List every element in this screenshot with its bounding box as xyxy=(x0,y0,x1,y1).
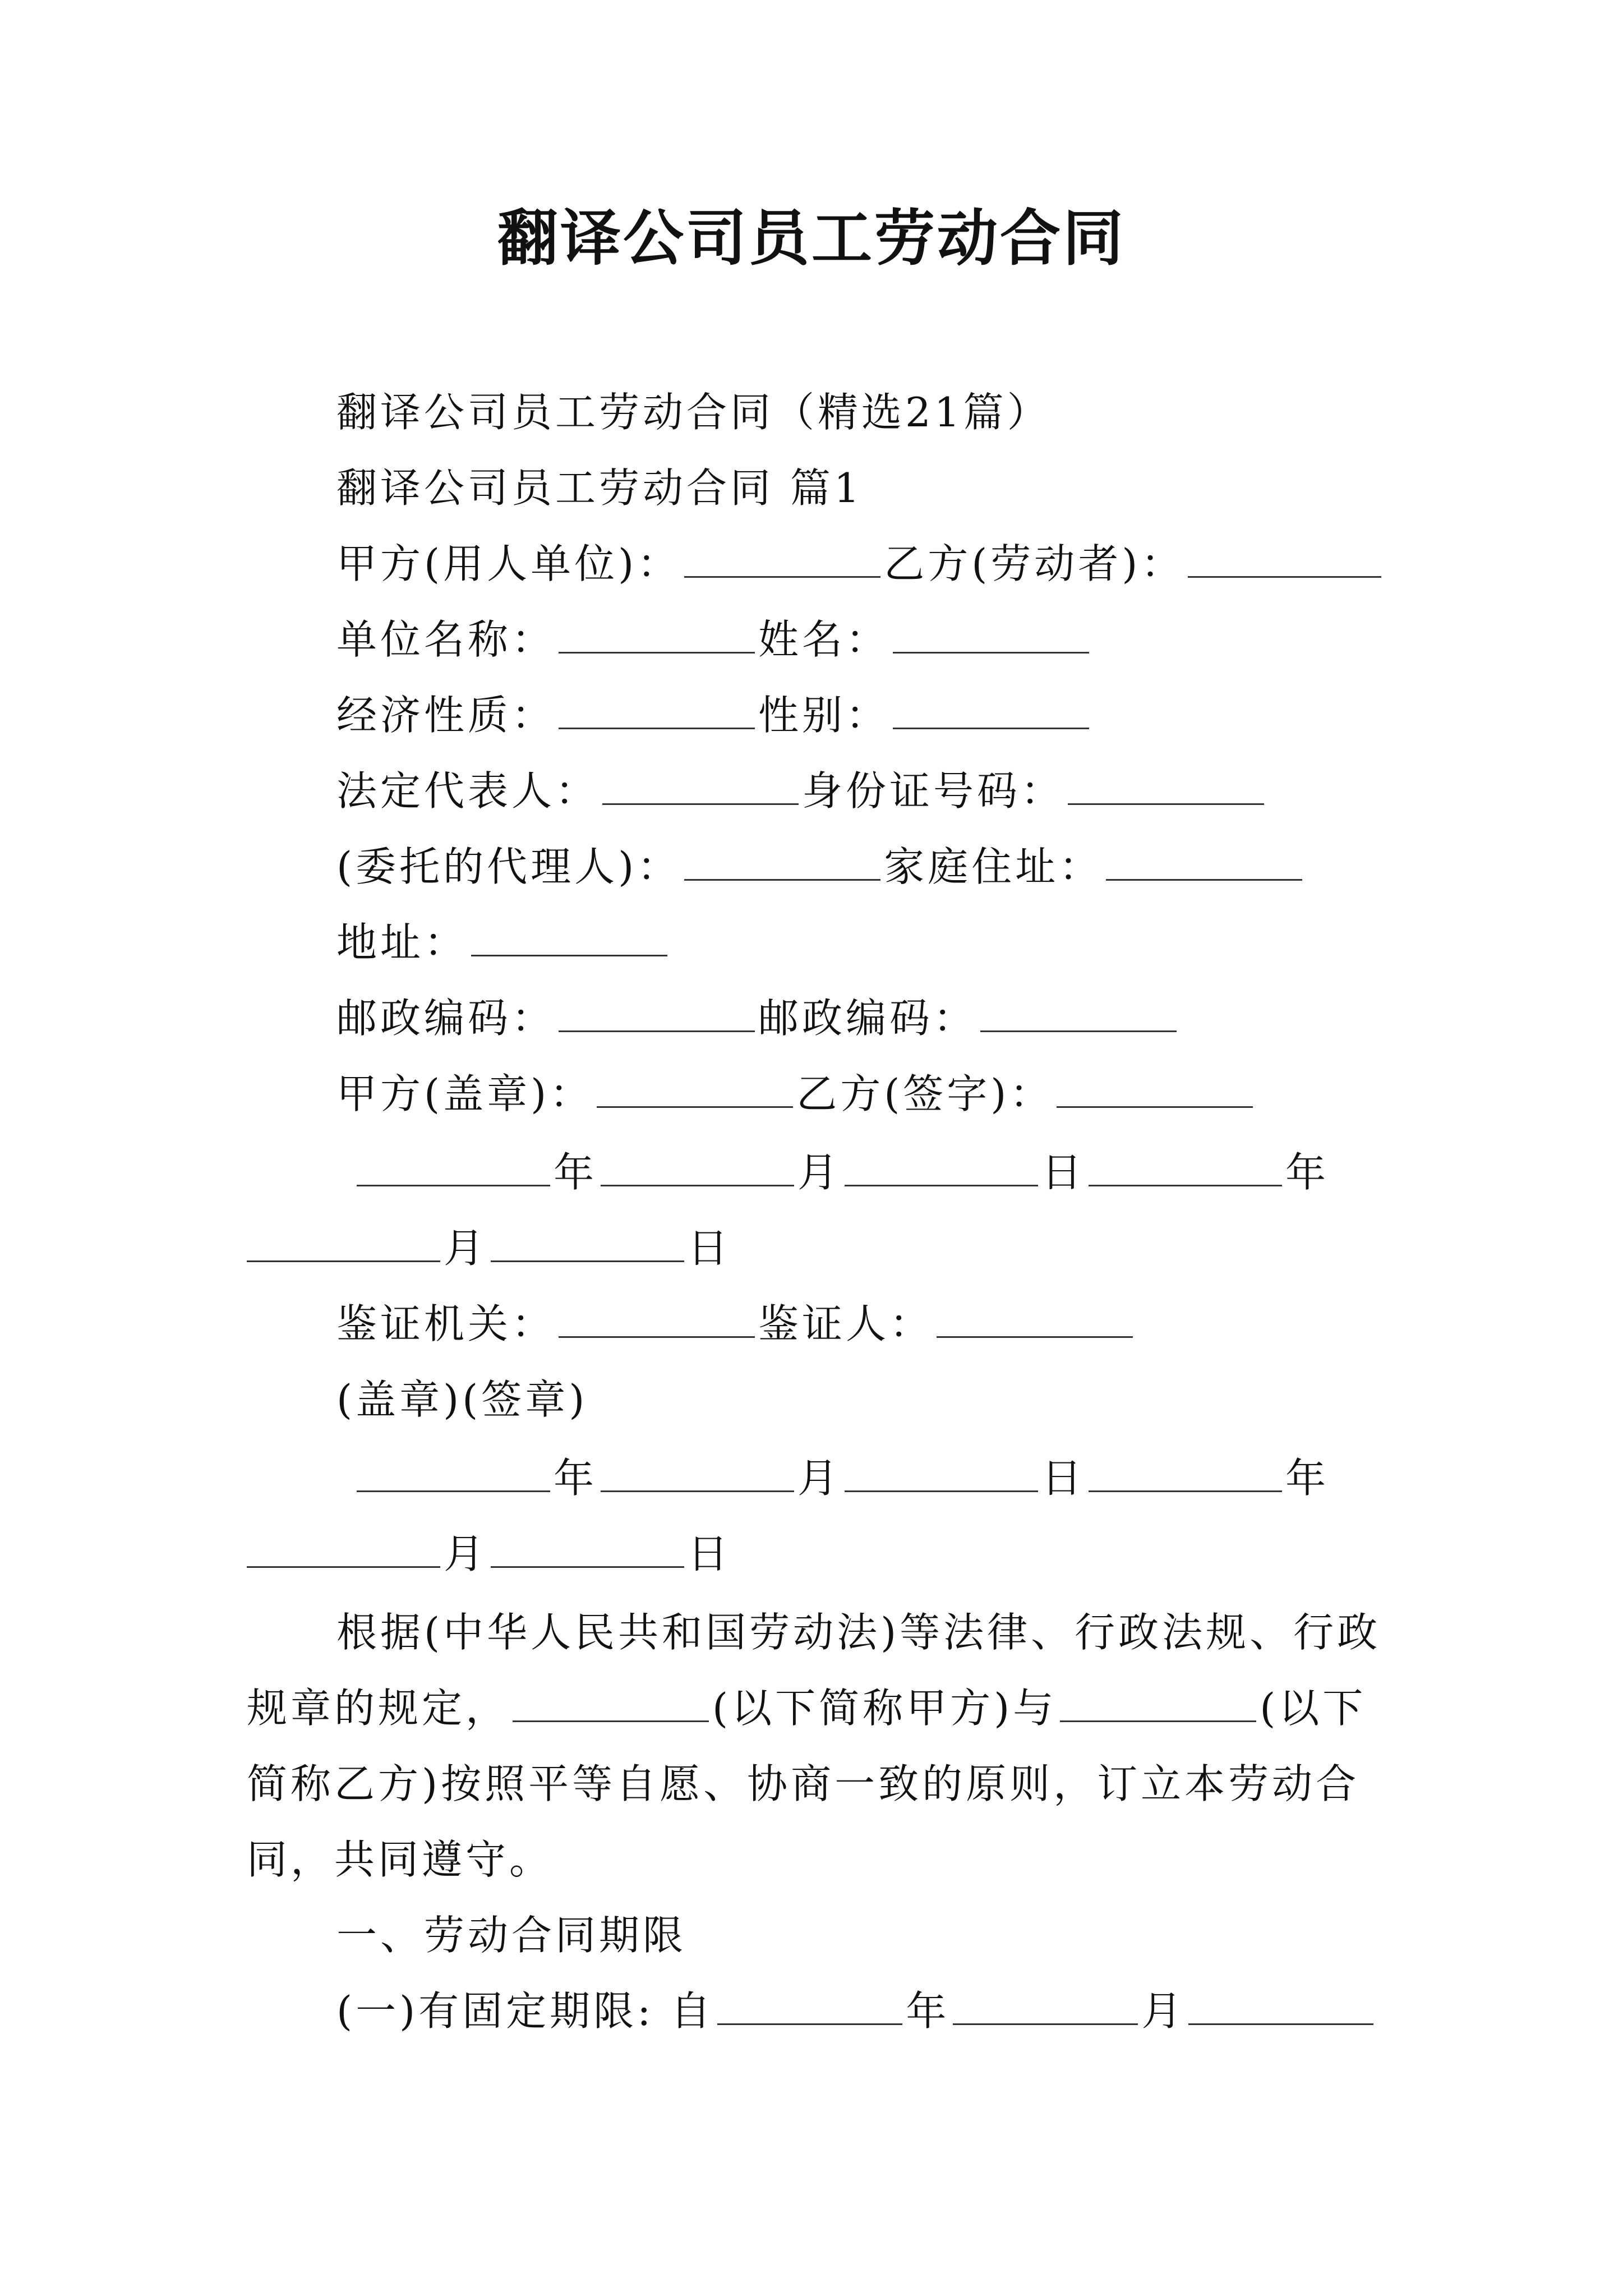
party-b-label: 乙方(劳动者)： xyxy=(884,540,1185,587)
day-blank-3[interactable] xyxy=(845,1490,1038,1492)
agent-blank[interactable] xyxy=(684,878,880,881)
economic-nature-row xyxy=(336,684,1092,746)
paragraph-line-2a: 规章的规定， xyxy=(247,1685,510,1732)
month-blank[interactable] xyxy=(601,1184,794,1186)
agent-label: (委托的代理人)： xyxy=(336,843,681,890)
paragraph-line-1: 根据(中华人民共和国劳动法)等法律、行政法规、行政 xyxy=(336,1609,1381,1656)
postcode-a-blank[interactable] xyxy=(559,1030,755,1032)
economic-nature-blank[interactable] xyxy=(559,727,755,729)
month-blank-2[interactable] xyxy=(247,1260,440,1262)
year-label-2: 年 xyxy=(1285,1149,1330,1196)
seal-sign-note: (盖章)(签章) xyxy=(336,1376,588,1423)
seal-sign-row xyxy=(336,1063,1256,1125)
home-address-blank[interactable] xyxy=(1106,878,1302,881)
party-a-name-blank[interactable] xyxy=(513,1720,709,1722)
month-blank-3[interactable] xyxy=(601,1490,794,1492)
year-blank-2[interactable] xyxy=(1089,1184,1282,1186)
day-label: 日 xyxy=(1041,1149,1086,1196)
id-number-blank[interactable] xyxy=(1068,803,1264,805)
month-label-2: 月 xyxy=(444,1225,488,1272)
notary-person-label: 鉴证人： xyxy=(758,1300,934,1347)
month-label-4: 月 xyxy=(444,1530,488,1577)
postcode-row xyxy=(336,987,1180,1049)
notary-org-blank[interactable] xyxy=(559,1336,755,1338)
party-a-label: 甲方(用人单位)： xyxy=(336,540,681,587)
date-row-2 xyxy=(353,1447,1329,1509)
term-month-label: 月 xyxy=(1141,1987,1186,2035)
date-row-2-cont xyxy=(247,1523,731,1585)
paragraph-line-2c: (以下 xyxy=(1260,1685,1367,1732)
paragraph-line-3: 简称乙方)按照平等自愿、协商一致的原则，订立本劳动合 xyxy=(247,1760,1360,1807)
legal-rep-label: 法定代表人： xyxy=(336,767,600,815)
notary-row xyxy=(336,1293,1136,1355)
fixed-term-row xyxy=(336,1980,1377,2042)
gender-label: 性别： xyxy=(758,692,890,739)
year-label: 年 xyxy=(554,1149,598,1196)
term-year-label: 年 xyxy=(906,1987,950,2035)
term-month-blank[interactable] xyxy=(953,2023,1138,2025)
address-row xyxy=(336,912,671,973)
party-b-blank[interactable] xyxy=(1188,576,1381,578)
notary-person-blank[interactable] xyxy=(937,1336,1133,1338)
unit-name-row xyxy=(336,609,1092,670)
date-row-1 xyxy=(353,1142,1329,1203)
party-b-name-blank[interactable] xyxy=(1060,1720,1256,1722)
name-label: 姓名： xyxy=(758,616,890,663)
seal-a-label: 甲方(盖章)： xyxy=(336,1070,594,1117)
unit-name-blank[interactable] xyxy=(559,651,755,654)
party-a-blank[interactable] xyxy=(684,576,880,578)
address-label: 地址： xyxy=(336,919,468,966)
year-blank-4[interactable] xyxy=(1089,1490,1282,1492)
day-blank-2[interactable] xyxy=(491,1260,684,1262)
address-blank[interactable] xyxy=(471,954,667,956)
section-heading: 一、劳动合同期限 xyxy=(336,1912,687,1959)
name-blank[interactable] xyxy=(893,651,1089,654)
legal-rep-blank[interactable] xyxy=(602,803,799,805)
day-label-3: 日 xyxy=(1041,1455,1086,1502)
paragraph-line-2b: (以下简称甲方)与 xyxy=(712,1685,1057,1732)
year-label-3: 年 xyxy=(554,1455,598,1502)
year-label-4: 年 xyxy=(1285,1455,1330,1502)
id-number-label: 身份证号码： xyxy=(802,767,1065,815)
month-blank-4[interactable] xyxy=(247,1566,440,1568)
agent-row xyxy=(336,836,1306,898)
day-blank[interactable] xyxy=(845,1184,1038,1186)
fixed-term-label: (一)有固定期限: 自 xyxy=(336,1987,714,2035)
home-address-label: 家庭住址： xyxy=(884,843,1103,890)
part-heading: 翻译公司员工劳动合同 篇1 xyxy=(336,464,863,512)
term-year-blank[interactable] xyxy=(717,2023,902,2025)
parties-row xyxy=(336,533,1385,595)
postcode-b-blank[interactable] xyxy=(980,1030,1177,1032)
gender-blank[interactable] xyxy=(893,727,1089,729)
notary-org-label: 鉴证机关： xyxy=(336,1300,556,1347)
postcode-a-label: 邮政编码： xyxy=(336,995,556,1042)
legal-rep-row xyxy=(336,760,1267,822)
seal-a-blank[interactable] xyxy=(597,1106,793,1108)
year-blank[interactable] xyxy=(357,1184,550,1186)
paragraph-line-2 xyxy=(247,1677,1366,1739)
term-day-blank[interactable] xyxy=(1188,2023,1373,2025)
day-label-2: 日 xyxy=(688,1225,732,1272)
month-label-3: 月 xyxy=(797,1455,842,1502)
day-label-4: 日 xyxy=(688,1530,732,1577)
date-row-1-cont xyxy=(247,1217,731,1279)
postcode-b-label: 邮政编码： xyxy=(758,995,978,1042)
document-title: 翻译公司员工劳动合同 xyxy=(497,203,1126,274)
unit-name-label: 单位名称： xyxy=(336,616,556,663)
subtitle: 翻译公司员工劳动合同（精选21篇） xyxy=(336,389,1051,436)
year-blank-3[interactable] xyxy=(357,1490,550,1492)
sign-b-label: 乙方(签字)： xyxy=(796,1070,1054,1117)
month-label: 月 xyxy=(797,1149,842,1196)
economic-nature-label: 经济性质： xyxy=(336,692,556,739)
day-blank-4[interactable] xyxy=(491,1566,684,1568)
sign-b-blank[interactable] xyxy=(1057,1106,1253,1108)
paragraph-line-4: 同，共同遵守。 xyxy=(247,1836,554,1883)
